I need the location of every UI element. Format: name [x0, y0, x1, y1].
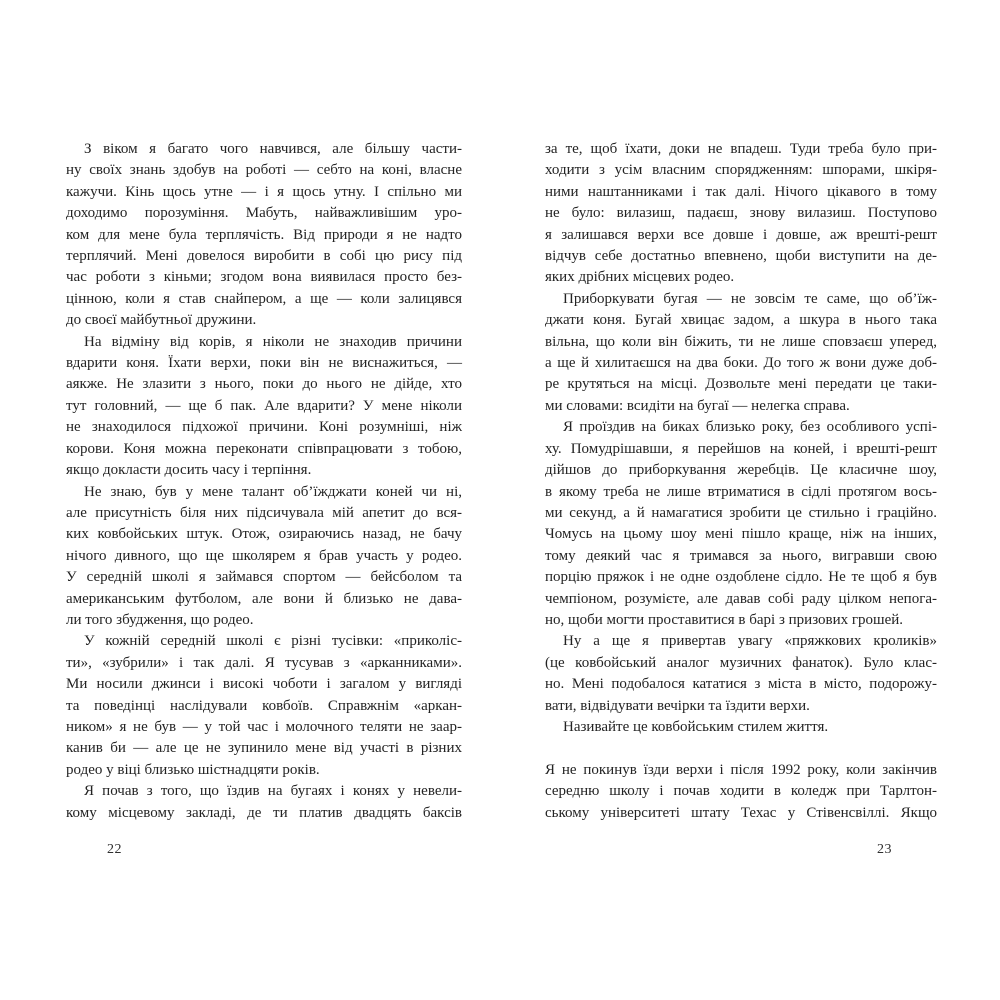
- text-line: Не знаю, був у мене талант об’їжджати коней чи ні,: [84, 483, 462, 500]
- text-line: З віком я багато чого навчився, але більшу части-: [84, 141, 462, 157]
- paragraph: [545, 289, 937, 417]
- text-line: в якому треба не лише втриматися в сідлі протягом вось-: [545, 483, 937, 500]
- text-line: ти», «зубрили» і так далі. Я тусував з «арканниками».: [66, 654, 462, 671]
- paragraph: [545, 717, 937, 738]
- text-line: ми секунд, а й намагатися зробити це стильно і граційно.: [545, 504, 937, 521]
- page-number-left: 22: [107, 842, 122, 857]
- text-line: ком для мене була терплячість. Від природи я не надто: [66, 226, 462, 243]
- text-line: ському університеті штату Техас у Стівенсвіллі. Якщо: [545, 804, 937, 821]
- text-line: вільна, що коли він біжить, ти не лише сповзаєш уперед,: [545, 333, 937, 350]
- text-line: яких дрібних місцевих родео.: [545, 269, 735, 286]
- text-line: Називайте це ковбойським стилем життя.: [563, 718, 829, 735]
- text-line: чемпіоном, розумієте, але давав собі раду цілком непога-: [545, 590, 937, 607]
- text-line: аякже. Не злазити з нього, поки до нього не дійде, хто: [66, 376, 462, 393]
- text-line: ких ковбойських штук. Отож, озираючись назад, не бачу: [66, 526, 462, 543]
- paragraph: [66, 482, 462, 632]
- text-line: дійшов до приборкування жеребців. Це класичне шоу,: [545, 462, 937, 479]
- paragraph: [66, 781, 462, 824]
- text-line: Ми носили джинси і високі чоботи і загалом у вигляді: [66, 676, 462, 693]
- text-line: Я не покинув їзди верхи і після 1992 року, коли закінчив: [545, 761, 937, 778]
- text-line: кажучи. Кінь щось утне — і я щось утну. І спільно ми: [66, 183, 462, 200]
- text-line: порцію пряжок і не одне оздоблене сідло. Не те щоб я був: [545, 569, 937, 586]
- text-line: нічого дивного, що ще школярем я брав участь у родео.: [66, 547, 462, 564]
- text-line: ними наштанниками і так далі. Нічого цікавого в тому: [545, 183, 937, 200]
- text-line: а ще й хилитаєшся на два боки. До того ж вони дуже доб-: [545, 355, 937, 372]
- text-line: Я проїздив на биках близько року, без особливого успі-: [563, 419, 937, 436]
- text-line: но. Мені подобалося кататися з міста в місто, подорожу-: [545, 676, 937, 693]
- text-line: корови. Коня можна переконати співпрацювати з тобою,: [66, 440, 462, 457]
- text-line: Приборкувати бугая — не зовсім те саме, що об’їж-: [563, 290, 937, 307]
- text-line: тут головний, — ще б пак. Але вдарити? У мене ніколи: [66, 397, 462, 414]
- text-line: за те, щоб їхати, доки не впадеш. Туди треба було при-: [545, 141, 937, 157]
- text-line: американським футболом, але вони й близько не дава-: [66, 590, 462, 607]
- text-line: но, щоби могти проставитися в барі з призових грошей.: [545, 611, 904, 628]
- text-line: На відміну від корів, я ніколи не знаходив причини: [84, 333, 462, 350]
- text-line: Я почав з того, що їздив на бугаях і конях у невели-: [84, 783, 462, 800]
- paragraph: [66, 332, 462, 482]
- paragraph: [545, 139, 937, 289]
- paragraph: [66, 631, 462, 781]
- text-line: У середній школі я займався спортом — бейсболом та: [66, 569, 462, 586]
- text-line: час роботи з кіньми; згодом вона виявилася просто без-: [66, 269, 462, 286]
- page-left-text: [66, 139, 462, 824]
- text-line: ну своїх знань здобув на роботі — себто на коні, власне: [66, 162, 462, 179]
- text-line: ли того збудження, що родео.: [66, 611, 254, 628]
- text-line: якщо докласти досить часу і терпіння.: [66, 462, 312, 479]
- text-line: доходимо порозуміння. Мабуть, найважливішим уро-: [66, 205, 462, 222]
- text-line: вдарити коня. Їхати верхи, поки він не виснажиться, —: [66, 355, 462, 372]
- paragraph: [545, 760, 937, 824]
- text-line: У кожній середній школі є різні тусівки: «приколіс-: [84, 633, 462, 650]
- paragraph: [545, 417, 937, 631]
- text-line: цінною, коли я став снайпером, а ще — коли залицявся: [66, 290, 462, 307]
- text-line: середню школу і почав ходити в коледж при Тарлтон-: [545, 783, 937, 800]
- text-line: Чомусь на цьому шоу мені пішло краще, ніж на інших,: [545, 526, 937, 543]
- text-line: терплячий. Мені довелося виробити в собі цю рису під: [66, 248, 462, 265]
- text-line: кому місцевому закладі, де ти платив двадцять баксів: [66, 804, 462, 821]
- text-line: я залишався верхи все довше і довше, аж врешті-решт: [545, 226, 937, 243]
- text-line: ником» я не був — у той час і молочного теляти не заар-: [66, 718, 462, 735]
- text-line: до своєї майбутньої дружини.: [66, 312, 257, 329]
- paragraph: [545, 631, 937, 717]
- text-line: тому деякий час я тримався за нього, вигравши свою: [545, 547, 937, 564]
- text-line: відчув себе достатньо впевнено, щоби виступити на де-: [545, 248, 937, 265]
- page-right-text: [545, 139, 937, 824]
- text-line: джати коня. Бугай хвицає задом, а шкура в нього така: [545, 312, 937, 329]
- text-line: Ну а ще я привертав увагу «пряжкових кроликів»: [563, 633, 937, 650]
- text-line: (це ковбойський аналог музичних фанаток). Було клас-: [545, 654, 937, 671]
- paragraph: [66, 139, 462, 332]
- page-number-right: 23: [877, 842, 892, 857]
- text-line: канив би — але це не зупинило мене від участі в різних: [66, 740, 462, 757]
- text-line: ми словами: всидіти на бугаї — нелегка справа.: [545, 397, 850, 414]
- text-line: ре крутяться на місці. Дозвольте мені передати це таки-: [545, 376, 937, 393]
- text-line: вати, відвідувати вечірки та їздити верхи.: [545, 697, 810, 714]
- text-line: не знаходилося підхожої причини. Коні розумніші, ніж: [66, 419, 462, 436]
- text-line: ходити з усім власним спорядженням: шпорами, шкіря-: [545, 162, 937, 179]
- text-line: але присутність біля них підсичувала мій апетит до вся-: [66, 504, 462, 521]
- text-line: та поведінці наслідували ковбоїв. Справжнім «аркан-: [66, 697, 462, 714]
- text-line: ху. Помудрішавши, я перейшов на коней, і врешті-решт: [545, 440, 937, 457]
- text-line: родео у віці близько шістнадцяти років.: [66, 761, 320, 778]
- text-line: не було: вилазиш, падаєш, знову вилазиш. Поступово: [545, 205, 937, 222]
